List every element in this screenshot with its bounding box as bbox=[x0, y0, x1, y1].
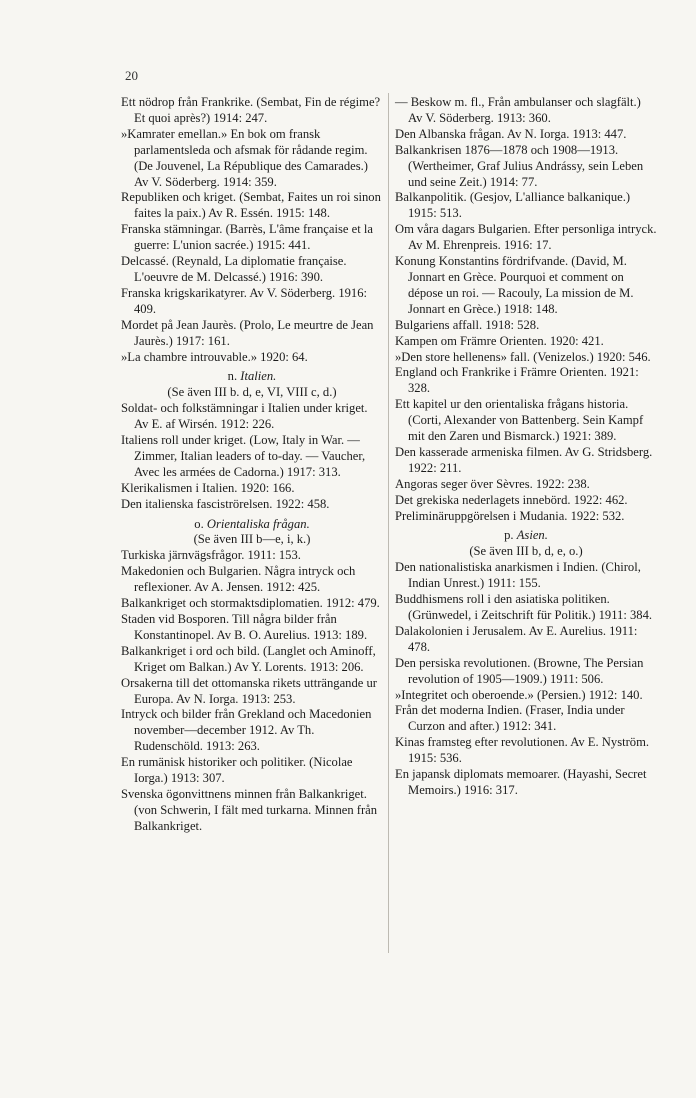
section-letter: p. bbox=[504, 528, 514, 543]
section-title: Asien. bbox=[516, 528, 548, 543]
index-entry: Ett nödrop från Frankrike. (Sembat, Fin de régime? Et quoi après?) 1914: 247. bbox=[121, 95, 381, 125]
index-entry: Kampen om Främre Orienten. 1920: 421. bbox=[395, 333, 604, 348]
index-entry: »Kamrater emellan.» En bok om fransk parlamentsleda och afsmak för rådande regim. (De Jouvenel, La République des Camarades.) Av V. Söderberg. 1914: 359. bbox=[121, 126, 368, 189]
index-entry: En rumänisk historiker och politiker. (Nicolae Iorga.) 1913: 307. bbox=[121, 755, 353, 786]
index-entry: En japansk diplomats memoarer. (Hayashi, Secret Memoirs.) 1916: 317. bbox=[395, 767, 647, 797]
index-entry: Balkankriget och stormaktsdiplomatien. 1912: 479. bbox=[121, 596, 380, 611]
index-entry: Turkiska järnvägsfrågor. 1911: 153. bbox=[121, 548, 301, 563]
index-entry: Orsakerna till det ottomanska rikets utträngande ur Europa. Av N. Iorga. 1913: 253. bbox=[121, 675, 377, 706]
section-letter: o. bbox=[194, 516, 204, 531]
cross-reference: (Se även III b. d, e, VI, VIII c, d.) bbox=[167, 385, 337, 400]
index-entry: Den kasserade armeniska filmen. Av G. Stridsberg. 1922: 211. bbox=[395, 444, 653, 475]
index-entry: »Den store hellenens» fall. (Venizelos.) 1920: 546. bbox=[395, 349, 651, 364]
cross-reference: (Se även III b, d, e, o.) bbox=[469, 544, 583, 559]
index-entry: England och Frankrike i Främre Orienten. 1921: 328. bbox=[395, 365, 639, 396]
section-heading bbox=[395, 528, 657, 544]
cross-reference: (Se även III b—e, i, k.) bbox=[193, 532, 311, 547]
index-entry: Franska krigskarikatyrer. Av V. Söderberg. 1916: 409. bbox=[121, 285, 368, 316]
index-entry: Buddhismens roll i den asiatiska politiken. (Grünwedel, i Zeitschrift für Politik.) 1911: 384. bbox=[395, 592, 653, 622]
section-title: Italien. bbox=[240, 369, 277, 384]
index-entry: Delcassé. (Reynald, La diplomatie française. L'oeuvre de M. Delcassé.) 1916: 390. bbox=[121, 254, 347, 284]
index-entry: Italiens roll under kriget. (Low, Italy in War. — Zimmer, Italian leaders of to-day. — Vaucher, Avec les armées de Cadorna.) 1917: 313. bbox=[121, 433, 366, 479]
index-entry: Makedonien och Bulgarien. Några intryck och reflexioner. Av A. Jensen. 1912: 425. bbox=[121, 564, 356, 595]
index-entry: — Beskow m. fl., Från ambulanser och slagfält.) Av V. Söderberg. 1913: 360. bbox=[395, 95, 641, 125]
right-column bbox=[395, 95, 657, 799]
page-number: 20 bbox=[125, 68, 138, 83]
index-entry: Det grekiska nederlagets innebörd. 1922: 462. bbox=[395, 492, 628, 507]
index-entry: Kinas framsteg efter revolutionen. Av E. Nyström. 1915: 536. bbox=[395, 735, 650, 766]
index-entry: Den Albanska frågan. Av N. Iorga. 1913: 447. bbox=[395, 126, 627, 141]
section-title: Orientaliska frågan. bbox=[206, 516, 310, 531]
index-entry: Staden vid Bosporen. Till några bilder från Konstantinopel. Av B. O. Aurelius. 1913: 189. bbox=[121, 612, 368, 642]
index-entry: »La chambre introuvable.» 1920: 64. bbox=[121, 349, 308, 364]
index-entry: »Integritet och oberoende.» (Persien.) 1912: 140. bbox=[395, 687, 643, 702]
section-letter: n. bbox=[227, 369, 238, 384]
index-entry: Svenska ögonvittnens minnen från Balkankriget. (von Schwerin, I fält med turkarna. Minnen från Balkankriget. bbox=[121, 786, 378, 833]
section-heading bbox=[121, 517, 383, 533]
index-entry: Den persiska revolutionen. (Browne, The Persian revolution of 1905—1909.) 1911: 506. bbox=[395, 655, 644, 686]
index-entry: Preliminäruppgörelsen i Mudania. 1922: 532. bbox=[395, 508, 625, 523]
index-entry: Bulgariens affall. 1918: 528. bbox=[395, 317, 540, 332]
index-entry: Soldat- och folkstämningar i Italien under kriget. Av E. af Wirsén. 1912: 226. bbox=[121, 401, 368, 432]
index-entry: Intryck och bilder från Grekland och Macedonien november—december 1912. Av Th. Rudenschöld. 1913: 263. bbox=[121, 707, 372, 754]
index-entry: Klerikalismen i Italien. 1920: 166. bbox=[121, 480, 295, 495]
index-entry: Balkankrisen 1876—1878 och 1908—1913. (Wertheimer, Graf Julius Andrássy, sein Leben und seine Zeit.) 1914: 77. bbox=[395, 142, 644, 189]
index-entry: Den nationalistiska anarkismen i Indien. (Chirol, Indian Unrest.) 1911: 155. bbox=[395, 560, 641, 591]
index-entry: Konung Konstantins fördrifvande. (David, M. Jonnart en Grèce. Pourquoi et comment on dépose un roi. — Racouly, La mission de M. Jonnart en Grèce.) 1918: 148. bbox=[395, 254, 634, 316]
index-entry: Balkanpolitik. (Gesjov, L'alliance balkanique.) 1915: 513. bbox=[395, 190, 631, 221]
index-entry: Balkankriget i ord och bild. (Langlet och Aminoff, Kriget om Balkan.) Av Y. Lorents. 1913: 206. bbox=[121, 643, 376, 674]
index-entry: Republiken och kriget. (Sembat, Faites un roi sinon faites la paix.) Av R. Essén. 1915: 148. bbox=[121, 190, 381, 221]
index-entry: Angoras seger över Sèvres. 1922: 238. bbox=[395, 476, 590, 491]
index-entry: Franska stämningar. (Barrès, L'âme française et la guerre: L'union sacrée.) 1915: 441. bbox=[121, 222, 373, 253]
column-divider bbox=[388, 93, 389, 953]
section-heading bbox=[121, 369, 383, 385]
index-entry: Mordet på Jean Jaurès. (Prolo, Le meurtre de Jean Jaurès.) 1917: 161. bbox=[121, 317, 374, 348]
index-entry: Dalakolonien i Jerusalem. Av E. Aurelius. 1911: 478. bbox=[395, 623, 638, 654]
index-entry: Om våra dagars Bulgarien. Efter personliga intryck. Av M. Ehrenpreis. 1916: 17. bbox=[395, 222, 657, 253]
index-entry: Ett kapitel ur den orientaliska frågans historia. (Corti, Alexander von Battenberg. Sein Kampf mit den Zaren und Bismarck.) 1921: 389. bbox=[395, 397, 644, 444]
left-column bbox=[121, 95, 383, 835]
index-entry: Från det moderna Indien. (Fraser, India under Curzon and after.) 1912: 341. bbox=[395, 703, 625, 734]
index-entry: Den italienska fasciströrelsen. 1922: 458. bbox=[121, 496, 330, 511]
